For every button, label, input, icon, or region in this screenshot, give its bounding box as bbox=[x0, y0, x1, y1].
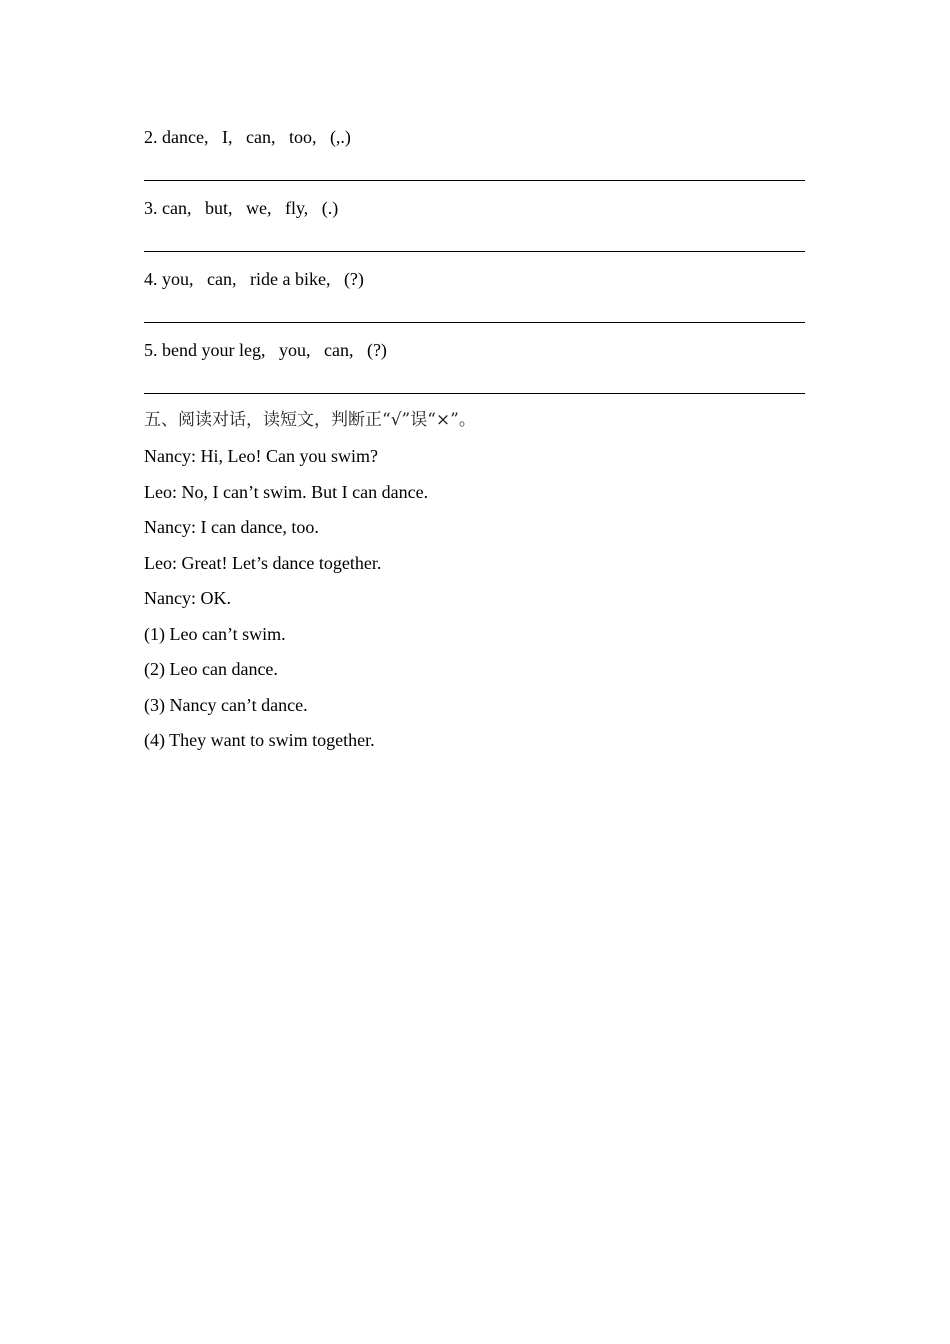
answer-line-5 bbox=[144, 393, 805, 394]
statement-1: (1) Leo can’t swim. bbox=[144, 624, 286, 644]
dialogue-line: Nancy: I can dance, too. bbox=[144, 517, 319, 537]
answer-line-2 bbox=[144, 180, 805, 181]
statement-2: (2) Leo can dance. bbox=[144, 659, 278, 679]
answer-line-3 bbox=[144, 251, 805, 252]
section-five-heading: 五、阅读对话，读短文，判断正“√”误“×”。 bbox=[144, 410, 476, 430]
statement-4: (4) They want to swim together. bbox=[144, 730, 375, 750]
question-4: 4. you, can, ride a bike, (?) bbox=[144, 269, 364, 289]
question-5: 5. bend your leg, you, can, (?) bbox=[144, 340, 387, 360]
dialogue-line: Leo: No, I can’t swim. But I can dance. bbox=[144, 482, 429, 502]
dialogue-line: Nancy: OK. bbox=[144, 588, 231, 608]
dialogue-line: Leo: Great! Let’s dance together. bbox=[144, 553, 382, 573]
question-2: 2. dance, I, can, too, (,.) bbox=[144, 127, 351, 147]
dialogue-line: Nancy: Hi, Leo! Can you swim? bbox=[144, 446, 378, 466]
statement-3: (3) Nancy can’t dance. bbox=[144, 695, 308, 715]
question-3: 3. can, but, we, fly, (.) bbox=[144, 198, 339, 218]
answer-line-4 bbox=[144, 322, 805, 323]
